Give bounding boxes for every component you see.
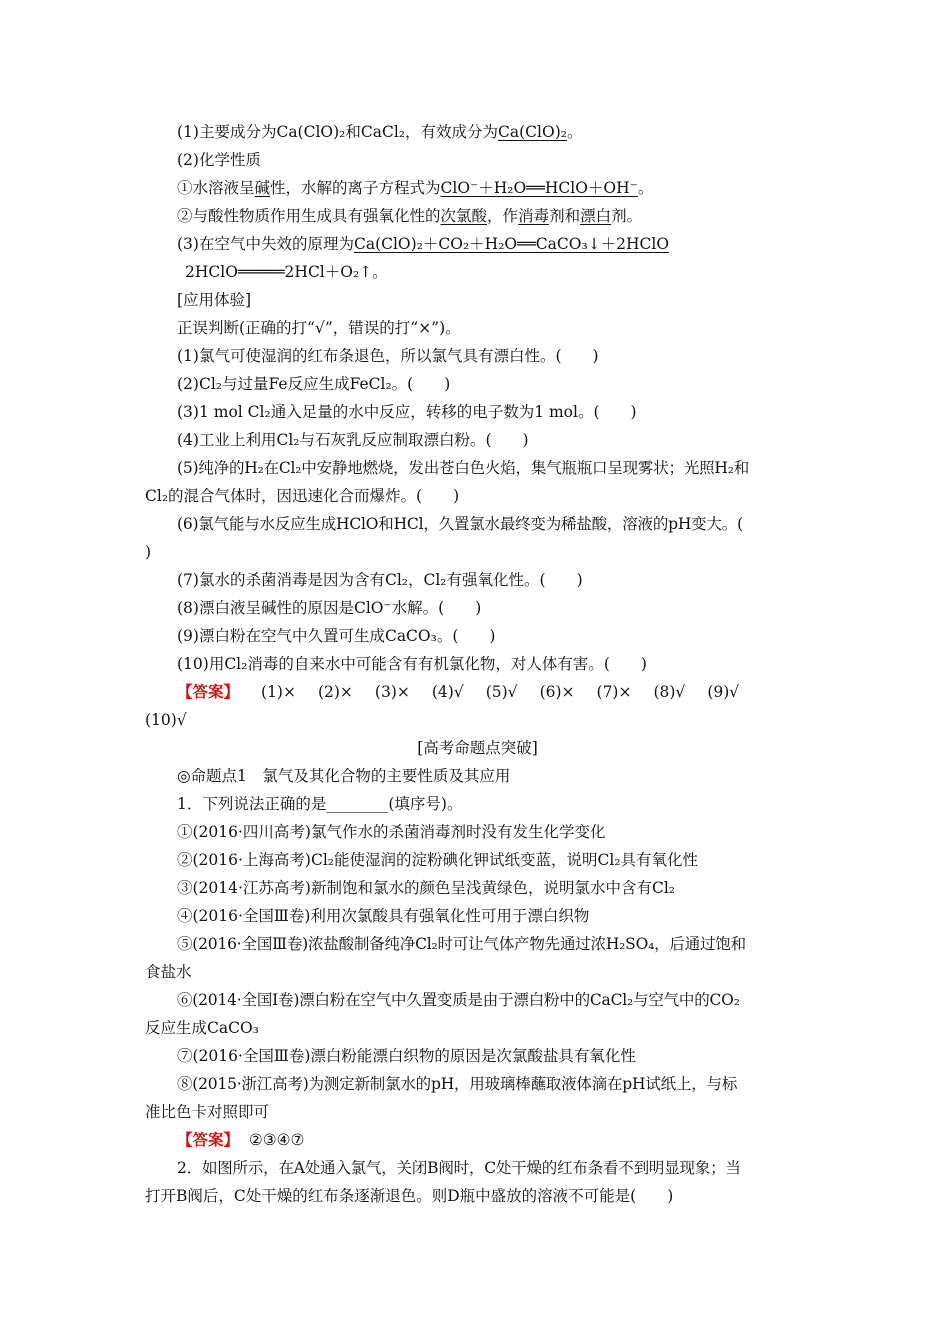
text-line: (7)氯水的杀菌消毒是因为含有Cl₂，Cl₂有强氧化性。( ) — [177, 571, 583, 589]
text: (1)主要成分为Ca(ClO)₂和CaCl₂，有效成分为 — [177, 123, 499, 141]
question-option: 食盐水 — [145, 963, 192, 981]
question-option: 准比色卡对照即可 — [145, 1103, 270, 1121]
text-line: ) — [145, 543, 152, 561]
answer-blank: Ca(ClO)₂＋CO₂＋H₂O══CaCO₃↓＋2HClO — [353, 235, 670, 253]
answer-blank: 次氯酸 — [440, 207, 488, 225]
answer-item: (9)√ — [707, 683, 740, 701]
text-line — [145, 202, 810, 230]
question: 2．如图所示，在A处通入氯气，关闭B阀时，C处干燥的红布条看不到明显现象；当 — [177, 1159, 741, 1177]
answer-label: 【答案】 — [177, 1130, 240, 1149]
text-line: (9)漂白粉在空气中久置可生成CaCO₃。( ) — [177, 627, 496, 645]
text-line: 2HClO═════2HCl＋O₂↑。 — [185, 263, 388, 281]
answer-item: (7)× — [596, 683, 632, 701]
text: ②与酸性物质作用生成具有强氧化性的 — [177, 207, 441, 225]
question-option: ⑧(2015·浙江高考)为测定新制氯水的pH，用玻璃棒蘸取液体滴在pH试纸上，与标 — [177, 1075, 738, 1093]
text-line: (6)氯气能与水反应生成HClO和HCl，久置氯水最终变为稀盐酸，溶液的pH变大。( — [177, 515, 743, 533]
answer-item: (5)√ — [485, 683, 518, 701]
text: (3)在空气中失效的原理为 — [177, 235, 354, 253]
text-line — [145, 118, 810, 146]
question-option: ②(2016·上海高考)Cl₂能使湿润的淀粉碘化钾试纸变蓝，说明Cl₂具有氧化性 — [177, 851, 699, 869]
answer-value: ②③④⑦ — [248, 1131, 305, 1149]
text-line: (8)漂白液呈碱性的原因是ClO⁻水解。( ) — [177, 599, 482, 617]
text-line: (1)氯气可使湿润的红布条退色，所以氯气具有漂白性。( ) — [177, 347, 599, 365]
answer-item: (4)√ — [431, 683, 464, 701]
text: 剂。 — [611, 207, 643, 225]
answer-line: (10)√ — [145, 711, 187, 729]
text: ①水溶液呈 — [177, 179, 255, 197]
text: 性，水解的离子方程式为 — [270, 179, 441, 197]
answer-line — [145, 678, 810, 706]
answer-blank: Ca(ClO)₂ — [498, 123, 567, 141]
text-line: (10)用Cl₂消毒的自来水中可能含有有机氯化物，对人体有害。( ) — [177, 655, 647, 673]
answer-blank: ClO⁻＋H₂O══HClO＋OH⁻ — [440, 179, 638, 197]
subheading: [应用体验] — [177, 291, 252, 309]
text-line: (3)1 mol Cl₂通入足量的水中反应，转移的电子数为1 mol。( ) — [177, 403, 637, 421]
answer-item: (2)× — [317, 683, 353, 701]
text-line: 正误判断(正确的打“√”，错误的打“×”)。 — [177, 319, 461, 337]
text-line: (2)化学性质 — [177, 151, 261, 169]
question-option: 反应生成CaCO₃ — [145, 1019, 259, 1037]
answer-item: (6)× — [539, 683, 575, 701]
question: 打开B阀后，C处干燥的红布条逐渐退色。则D瓶中盛放的溶液不可能是( ) — [145, 1187, 674, 1205]
question-option: ⑤(2016·全国Ⅲ卷)浓盐酸制备纯净Cl₂时可让气体产物先通过浓H₂SO₄，后通过饱和 — [177, 935, 746, 953]
text-line: (5)纯净的H₂在Cl₂中安静地燃烧，发出苍白色火焰，集气瓶瓶口呈现雾状；光照H₂和 — [177, 459, 750, 477]
answer-blank: 漂白 — [580, 207, 612, 225]
text-line: (4)工业上利用Cl₂与石灰乳反应制取漂白粉。( ) — [177, 431, 529, 449]
text: 剂和 — [549, 207, 581, 225]
question: 1．下列说法正确的是________(填序号)。 — [177, 795, 463, 813]
answer-blank: 消毒 — [518, 207, 550, 225]
answer-item: (1)× — [261, 683, 296, 701]
question-option: ③(2014·江苏高考)新制饱和氯水的颜色呈浅黄绿色，说明氯水中含有Cl₂ — [177, 879, 676, 897]
text: 。 — [637, 179, 654, 197]
document-page — [145, 118, 810, 1210]
question-option: ⑦(2016·全国Ⅲ卷)漂白粉能漂白织物的原因是次氯酸盐具有氧化性 — [177, 1047, 636, 1065]
section-heading: [高考命题点突破] — [417, 739, 538, 757]
answer-blank: 碱 — [254, 179, 271, 197]
answer-item: (8)√ — [653, 683, 686, 701]
answer-line — [145, 1126, 810, 1154]
text-line: (2)Cl₂与过量Fe反应生成FeCl₂。( ) — [177, 375, 451, 393]
question-option: ⑥(2014·全国Ⅰ卷)漂白粉在空气中久置变质是由于漂白粉中的CaCl₂与空气中的CO₂ — [177, 991, 740, 1009]
text-line: Cl₂的混合气体时，因迅速化合而爆炸。( ) — [145, 487, 460, 505]
text-line — [145, 174, 810, 202]
text-line — [145, 230, 810, 258]
question-option: ④(2016·全国Ⅲ卷)利用次氯酸具有强氧化性可用于漂白织物 — [177, 907, 590, 925]
topic-heading: ◎命题点1 氯气及其化合物的主要性质及其应用 — [177, 767, 511, 785]
answer-label: 【答案】 — [177, 682, 240, 701]
question-option: ①(2016·四川高考)氯气作水的杀菌消毒剂时没有发生化学变化 — [177, 823, 606, 841]
text: 。 — [566, 123, 583, 141]
answer-item: (3)× — [374, 683, 410, 701]
text: ，作 — [487, 207, 519, 225]
